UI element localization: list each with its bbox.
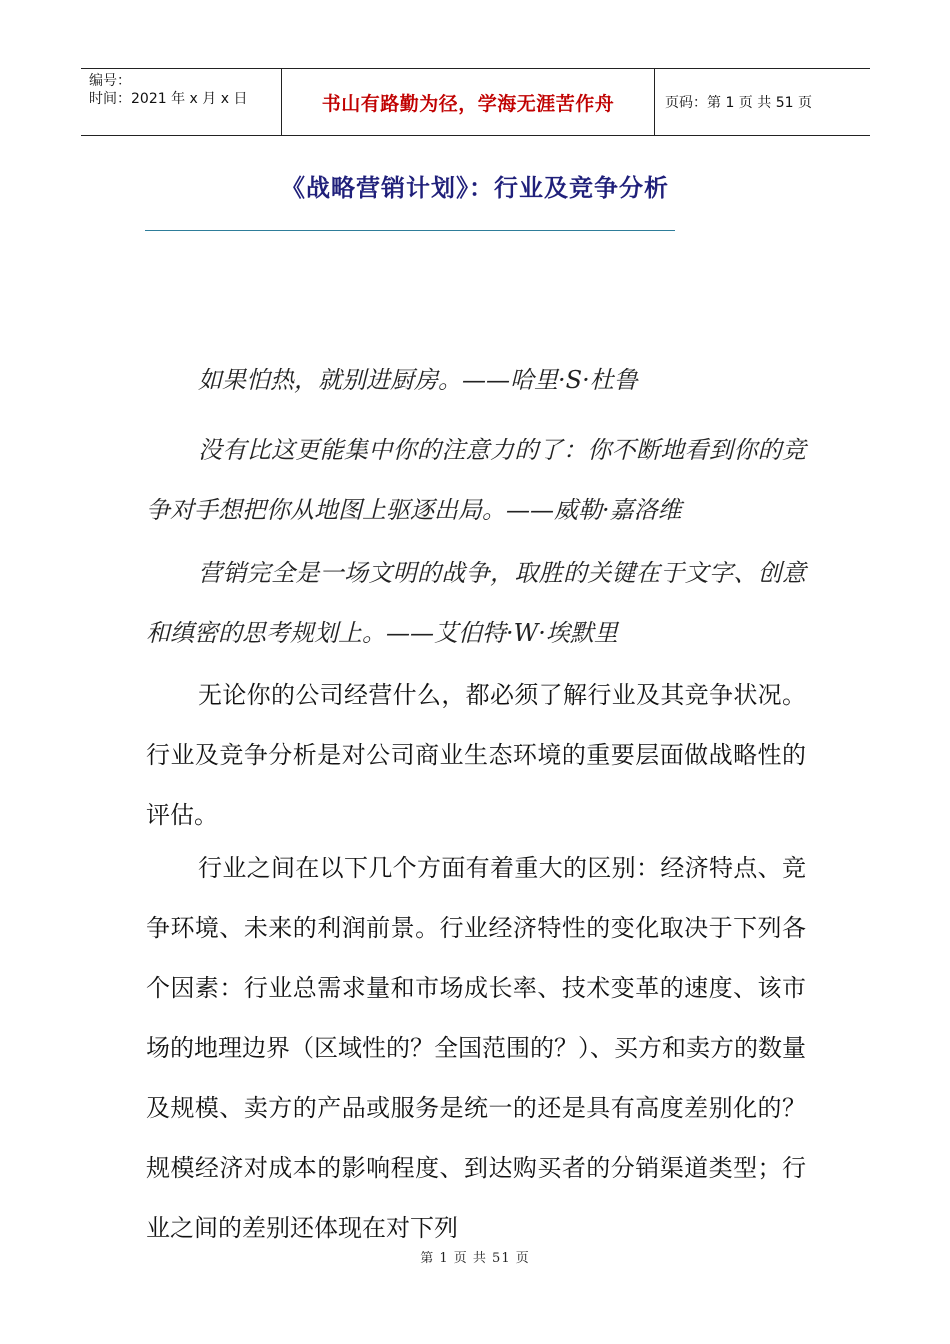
document-title: 《战略营销计划》：行业及竞争分析 (281, 174, 669, 202)
document-date-label: 时间：2021 年 x 月 x 日 (89, 91, 248, 107)
quote-truman: 如果怕热，就别进厨房。——哈里·S·杜鲁 (198, 366, 638, 394)
header-meta-cell (81, 69, 282, 135)
header-motto: 书山有路勤为径，学海无涯苦作舟 (282, 69, 655, 135)
page-footer: 第 1 页 共 51 页 (420, 1251, 530, 1266)
header-page-info: 页码：第 1 页 共 51 页 (665, 95, 812, 111)
quote-emery: 营销完全是一场文明的战争，取胜的关键在于文字、创意和缜密的思考规划上。——艾伯特·W·埃默里 (146, 559, 806, 647)
body-paragraph-1: 无论你的公司经营什么，都必须了解行业及其竞争状况。行业及竞争分析是对公司商业生态环境的重要层面做战略性的评估。 (146, 681, 806, 829)
body-paragraph-2: 行业之间在以下几个方面有着重大的区别：经济特点、竞争环境、未来的利润前景。行业经济特性的变化取决于下列各个因素：行业总需求量和市场成长率、技术变革的速度、该市场的地理边界（区域性的？全国范围的？）、买方和卖方的数量及规模、卖方的产品或服务是统一的还是具有高度差别化的？ 规模经济对成本的影响程度、到达购买者的分销渠道类型；行业之间的差别还体现在对下列 (146, 854, 806, 1242)
document-number-label: 编号： (89, 73, 131, 89)
title-underline (145, 230, 675, 231)
document-header-table (81, 68, 870, 136)
quote-galloway: 没有比这更能集中你的注意力的了：你不断地看到你的竞争对手想把你从地图上驱逐出局。——威勒·嘉洛维 (146, 436, 806, 524)
